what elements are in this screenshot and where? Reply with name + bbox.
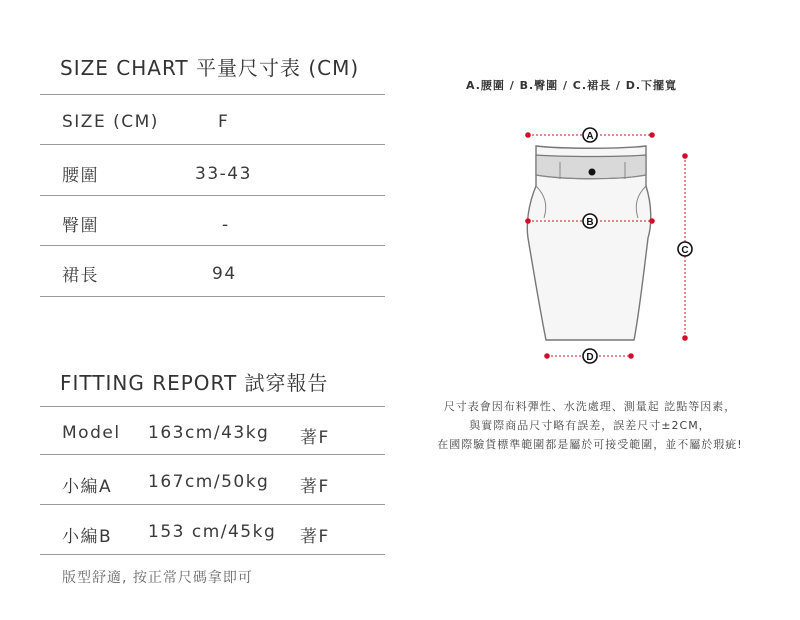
divider bbox=[40, 406, 385, 407]
divider bbox=[40, 296, 385, 297]
size-row-value: 33-43 bbox=[195, 164, 252, 184]
marker-c-label: C bbox=[681, 245, 689, 256]
fitting-name: Model bbox=[62, 423, 121, 443]
fitting-stats: 167cm/50kg bbox=[148, 472, 270, 492]
marker-b-icon bbox=[583, 214, 597, 228]
divider bbox=[40, 245, 385, 246]
marker-a-label: A bbox=[586, 131, 594, 142]
fitting-stats: 163cm/43kg bbox=[148, 423, 270, 443]
fitting-size: 著F bbox=[300, 428, 330, 448]
note-line: 在國際驗貨標準範圍都是屬於可接受範圍，並不屬於瑕疵! bbox=[437, 438, 743, 451]
fitting-size: 著F bbox=[300, 477, 330, 497]
size-header-value: F bbox=[218, 112, 230, 132]
size-row-label: 裙長 bbox=[62, 266, 99, 286]
divider bbox=[40, 454, 385, 455]
note-line: 尺寸表會因布料彈性、水洗處理、測量起 訖點等因素， bbox=[443, 400, 737, 413]
marker-a-icon bbox=[583, 128, 597, 142]
fitting-name: 小編A bbox=[62, 477, 113, 497]
waist-button-icon bbox=[589, 169, 596, 176]
fitting-size: 著F bbox=[300, 527, 330, 547]
size-row-label: 腰圍 bbox=[62, 166, 99, 186]
marker-d-label: D bbox=[586, 352, 594, 363]
note-line: 與實際商品尺寸略有誤差，誤差尺寸±2CM， bbox=[469, 419, 711, 432]
fitting-name: 小編B bbox=[62, 527, 113, 547]
size-row-value: 94 bbox=[212, 264, 237, 284]
divider bbox=[40, 504, 385, 505]
divider bbox=[40, 144, 385, 145]
size-row-label: 臀圍 bbox=[62, 216, 99, 236]
fitting-report-title: FITTING REPORT 試穿報告 bbox=[60, 371, 329, 395]
size-header-label: SIZE (CM) bbox=[62, 112, 159, 132]
marker-b-label: B bbox=[586, 217, 594, 228]
fitting-footnote: 版型舒適, 按正常尺碼拿即可 bbox=[62, 570, 253, 586]
fitting-stats: 153 cm/45kg bbox=[148, 522, 277, 542]
skirt-diagram bbox=[480, 120, 720, 370]
marker-c-icon bbox=[678, 242, 692, 256]
divider bbox=[40, 554, 385, 555]
size-row-value: - bbox=[222, 215, 230, 235]
divider bbox=[40, 195, 385, 196]
marker-d-icon bbox=[583, 349, 597, 363]
diagram-legend: A.腰圍 / B.臀圍 / C.裙長 / D.下擺寬 bbox=[466, 79, 678, 92]
divider bbox=[40, 94, 385, 95]
size-chart-title: SIZE CHART 平量尺寸表 (CM) bbox=[60, 56, 360, 80]
